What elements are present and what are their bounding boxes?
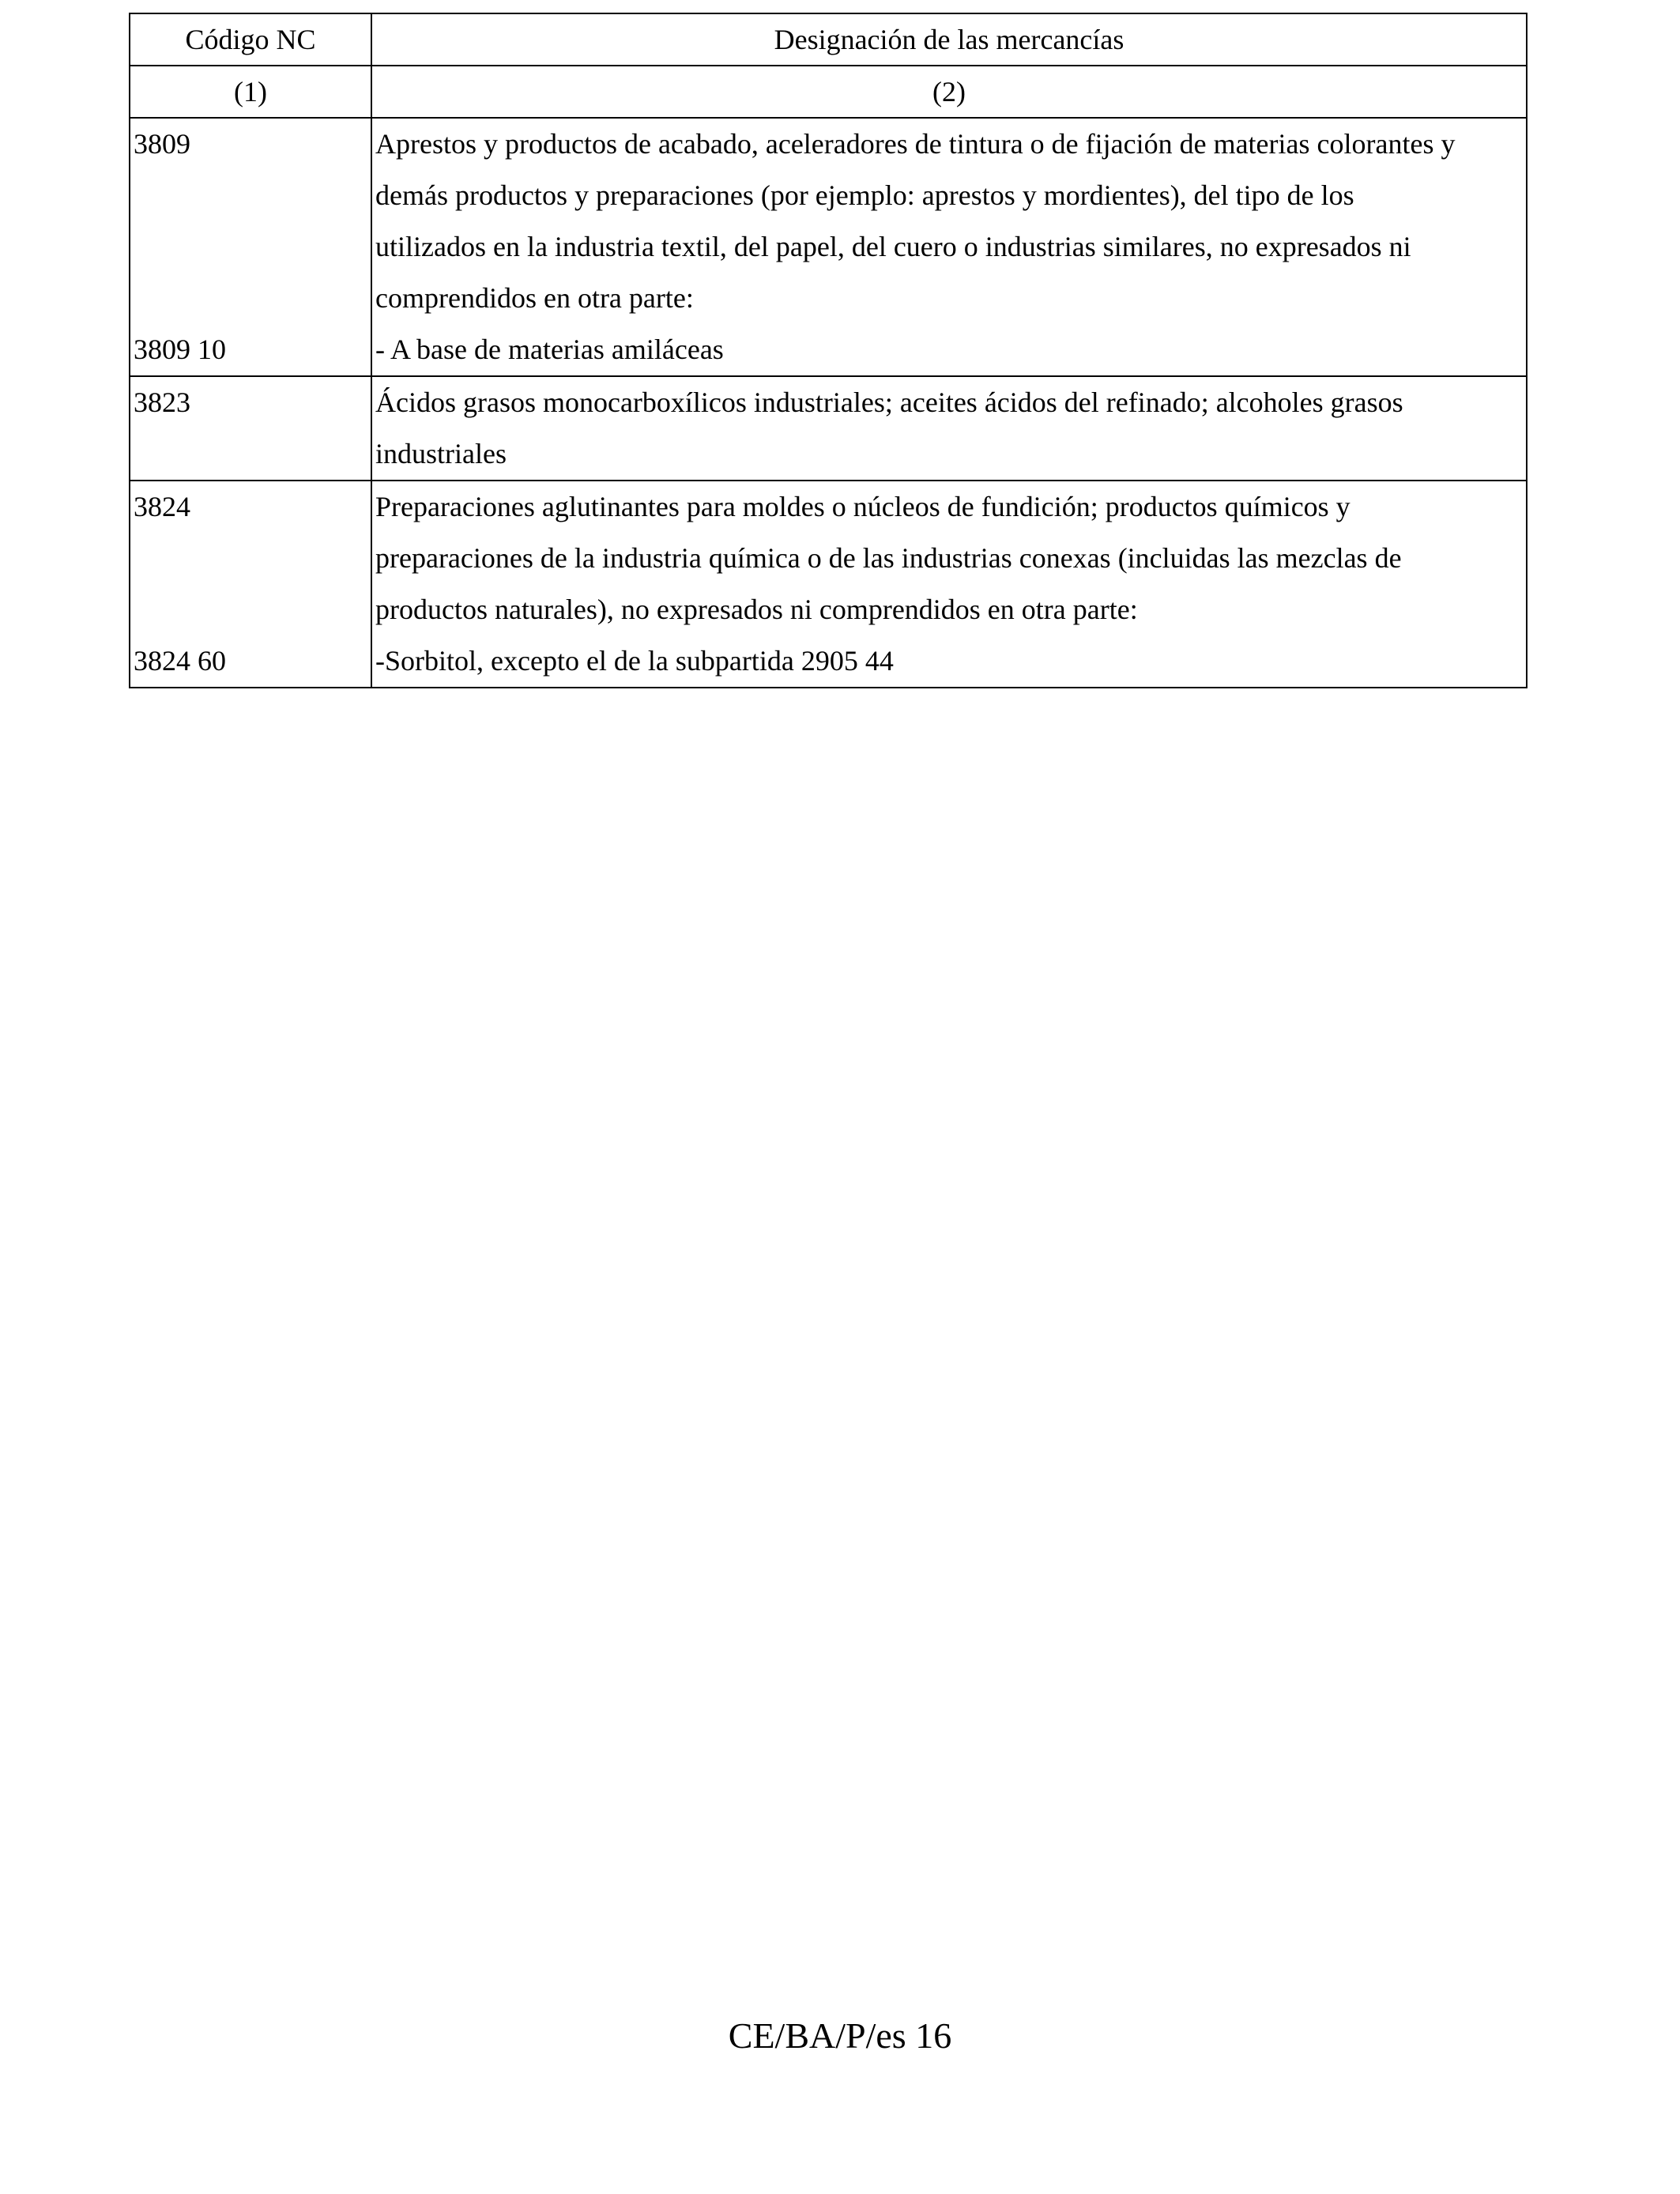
description-line: Aprestos y productos de acabado, aceleradores de tintura o de fijación de materias colorantes y (375, 128, 1456, 160)
column-number-code: (1) (130, 66, 371, 118)
description-line: preparaciones de la industria química o de las industrias conexas (incluidas las mezclas de (375, 542, 1402, 574)
code-line: 3809 (134, 128, 190, 160)
description-line: demás productos y preparaciones (por ejemplo: aprestos y mordientes), del tipo de los (375, 179, 1354, 211)
code-cell (130, 481, 371, 688)
code-line (134, 584, 367, 635)
header-description: Designación de las mercancías (371, 13, 1527, 66)
code-line (134, 170, 367, 221)
description-line: utilizados en la industria textil, del papel, del cuero o industrias similares, no expresados ni (375, 231, 1411, 262)
description-cell (371, 376, 1527, 481)
column-number-row (130, 66, 1527, 118)
description-line: - A base de materias amiláceas (375, 334, 724, 365)
description-line: Ácidos grasos monocarboxílicos industriales; aceites ácidos del refinado; alcoholes grasos (375, 386, 1403, 418)
code-line: 3824 60 (134, 645, 226, 677)
description-line: industriales (375, 438, 507, 469)
code-line (134, 221, 367, 273)
description-line: Preparaciones aglutinantes para moldes o núcleos de fundición; productos químicos y (375, 491, 1350, 522)
table-row (130, 481, 1527, 688)
description-cell (371, 481, 1527, 688)
code-line: 3809 10 (134, 334, 226, 365)
code-line: 3824 (134, 491, 190, 522)
goods-table (129, 13, 1527, 688)
description-cell (371, 118, 1527, 376)
code-line (134, 428, 367, 480)
table-row (130, 118, 1527, 376)
table-header-row (130, 13, 1527, 66)
code-cell (130, 118, 371, 376)
column-number-description: (2) (371, 66, 1527, 118)
code-line: 3823 (134, 386, 190, 418)
page-footer-reference: CE/BA/P/es 16 (728, 2015, 952, 2056)
code-cell (130, 376, 371, 481)
table-row (130, 376, 1527, 481)
description-line: comprendidos en otra parte: (375, 282, 694, 314)
code-line (134, 273, 367, 324)
header-code: Código NC (130, 13, 371, 66)
code-line (134, 533, 367, 584)
description-line: -Sorbitol, excepto el de la subpartida 2905 44 (375, 645, 894, 677)
description-line: productos naturales), no expresados ni comprendidos en otra parte: (375, 594, 1138, 625)
